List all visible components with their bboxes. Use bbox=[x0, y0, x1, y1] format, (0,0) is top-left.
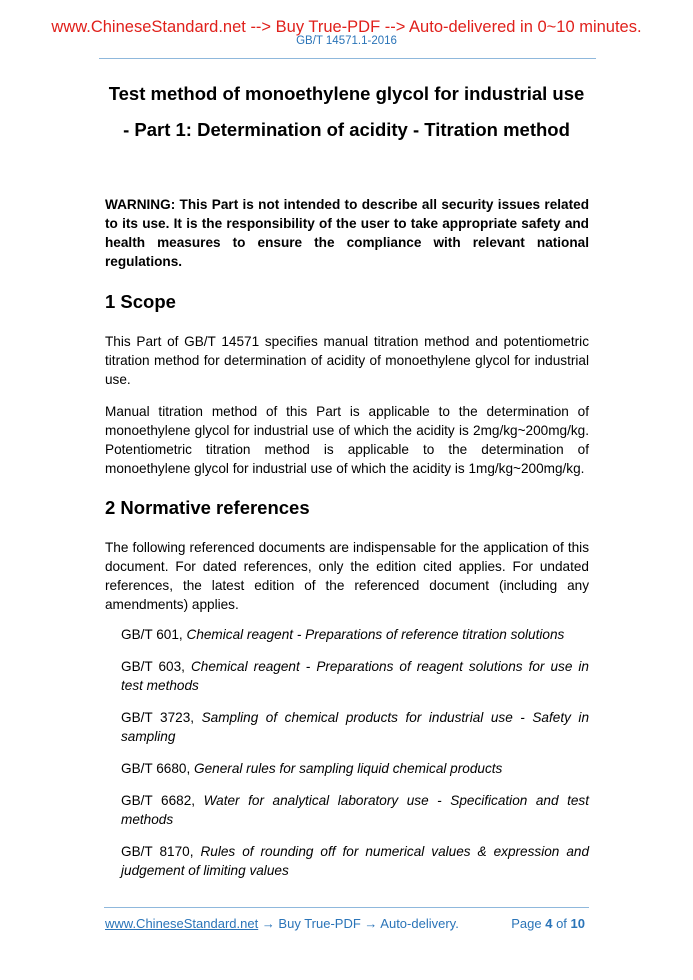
title-line-1: Test method of monoethylene glycol for industrial use bbox=[108, 83, 585, 104]
scope-paragraph-2: Manual titration method of this Part is applicable to the determination of monoethylene glycol for industrial use of which the acidity is 2mg/kg~200mg/kg. Potentiometric titration method is applicable to the determination of monoethylene glycol for industrial use of which the acidity is 1mg/kg~200mg/kg. bbox=[105, 404, 589, 476]
reference-code: GB/T 8170, bbox=[121, 844, 201, 859]
references-intro: The following referenced documents are indispensable for the application of this document. For dated references, only the edition cited applies. For undated references, the latest edition of the referenced document (including any amendments) applies. bbox=[105, 540, 589, 612]
top-banner[interactable]: www.ChineseStandard.net --> Buy True-PDF --> Auto-delivered in 0~10 minutes. bbox=[51, 18, 642, 36]
reference-title: Chemical reagent - Preparations of reagent solutions for use in test methods bbox=[121, 659, 589, 693]
reference-code: GB/T 6680, bbox=[121, 761, 195, 776]
warning-text: WARNING: This Part is not intended to describe all security issues related to its use. It is the responsibility of the user to take appropriate safety and health measures to ensure the compliance with relevant national regulations. bbox=[105, 197, 589, 269]
header-divider bbox=[99, 58, 596, 59]
reference-item bbox=[121, 657, 589, 695]
title-line-2: - Part 1: Determination of acidity - Titration method bbox=[123, 119, 570, 140]
reference-title: Sampling of chemical products for industrial use - Safety in sampling bbox=[121, 710, 590, 744]
footer-text: → Buy True-PDF → Auto-delivery. bbox=[258, 916, 459, 931]
footer bbox=[105, 916, 585, 931]
reference-title: Chemical reagent - Preparations of reference titration solutions bbox=[186, 627, 565, 642]
reference-title: Water for analytical laboratory use - Specification and test methods bbox=[121, 793, 589, 827]
page-number: 4 bbox=[545, 916, 553, 931]
reference-code: GB/T 3723, bbox=[121, 710, 202, 725]
reference-item bbox=[121, 842, 589, 880]
of-label: of bbox=[552, 916, 571, 931]
reference-code: GB/T 601, bbox=[121, 627, 187, 642]
reference-title: General rules for sampling liquid chemical products bbox=[194, 761, 503, 776]
reference-code: GB/T 603, bbox=[121, 659, 191, 674]
reference-title: Rules of rounding off for numerical values & expression and judgement of limiting values bbox=[121, 844, 589, 878]
footer-divider bbox=[104, 907, 589, 908]
page-label: Page bbox=[511, 916, 546, 931]
reference-item bbox=[121, 625, 589, 644]
footer-link[interactable]: www.ChineseStandard.net bbox=[105, 916, 259, 931]
page-indicator bbox=[511, 916, 585, 931]
reference-item bbox=[121, 791, 589, 829]
document-code: GB/T 14571.1-2016 bbox=[296, 35, 397, 47]
section-heading-scope: 1 Scope bbox=[105, 291, 176, 312]
scope-paragraph-1: This Part of GB/T 14571 specifies manual titration method and potentiometric titration method for determination of acidity of monoethylene glycol for industrial use. bbox=[105, 334, 589, 387]
reference-item bbox=[121, 708, 589, 746]
reference-item bbox=[121, 759, 589, 778]
section-heading-references: 2 Normative references bbox=[105, 497, 310, 518]
page-total: 10 bbox=[570, 916, 585, 931]
reference-code: GB/T 6682, bbox=[121, 793, 204, 808]
